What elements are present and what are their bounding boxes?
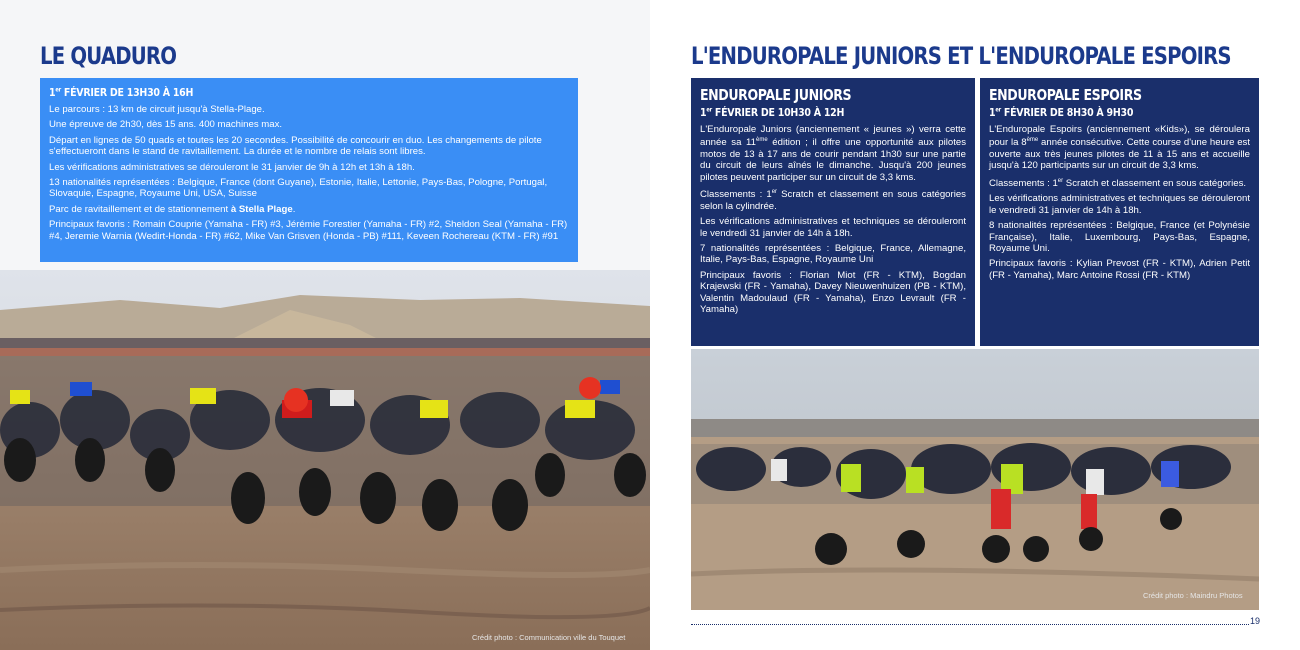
espoirs-paragraph: 8 nationalités représentées : Belgique, France (et Polynésie Française), Italie, Luxembourg, Pays-Bas, Espagne, Royaume Uni. [989, 220, 1250, 255]
footer-divider [691, 624, 1249, 625]
page-number: 19 [1249, 616, 1260, 626]
juniors-paragraph: Classements : 1er Scratch et classement en sous catégories selon la cylindrée. [700, 189, 966, 212]
quaduro-parc-paragraph: Parc de ravitaillement et de stationnement à Stella Plage. [49, 203, 296, 215]
juniors-info-box [691, 78, 975, 346]
espoirs-date: 1er FÉVRIER DE 8H30 À 9H30 [989, 106, 1134, 119]
photo-credit-left: Crédit photo : Communication ville du Touquet [472, 633, 626, 642]
quaduro-favoris: Principaux favoris : Romain Couprie (Yamaha - FR) #3, Jérémie Forestier (Yamaha - FR) #2, Sheldon Seal (Yamaha - FR) #4, Jeremie Warnia (Wedirt-Honda - FR) #62, Mike Van Grisven (Honda - PB) #111, Keveen Rochereau (KTM - FR) #91 [49, 219, 568, 242]
quaduro-paragraph: Départ en lignes de 50 quads et toutes les 20 secondes. Possibilité de concourir en duo. Les changements de pilote s'effectueront dans le stand de ravitaillement. La durée et le nombre de relais sont libres. [49, 134, 542, 158]
right-page [650, 0, 1300, 650]
juniors-paragraph: L'Enduropale Juniors (anciennement « jeunes ») verra cette année sa 11ème édition ; il offre une opportunité aux pilotes motos de 13 à 17 ans de courir pendant 1h30 sur une partie du circuit de leurs aînés le dimanche. Jusqu'à 200 jeunes pilotes peuvent participer sur un circuit de 3,3 kms. [700, 124, 966, 183]
quaduro-paragraph: Les vérifications administratives se dérouleront le 31 janvier de 9h à 12h et 13h à 18h. [49, 161, 415, 173]
quaduro-paragraph: Une épreuve de 2h30, dès 15 ans. 400 machines max. [49, 119, 283, 131]
quaduro-info-box [40, 78, 578, 262]
espoirs-paragraph: Classements : 1er Scratch et classement en sous catégories. [989, 177, 1247, 189]
page-title-enduropale: L'ENDUROPALE JUNIORS ET L'ENDUROPALE ESPOIRS [691, 42, 1231, 70]
quaduro-paragraph: Le parcours : 13 km de circuit jusqu'à Stella-Plage. [49, 104, 265, 115]
motocross-race-photo [691, 349, 1259, 610]
espoirs-paragraph: L'Enduropale Espoirs (anciennement «Kids»), se déroulera pour la 8ème année consécutive. Cette course d'une heure est ouverte aux très jeunes pilotes de 11 à 15 ans et accueille jusqu'à 120 participants sur un circuit de 3,3 kms. [989, 124, 1250, 172]
quaduro-paragraph: 13 nationalités représentées : Belgique, France (dont Guyane), Estonie, Italie, Lettonie, Pays-Bas, Pologne, Portugal, Slovaquie, Espagne, Royaume Uni, USA, Suisse [49, 177, 548, 200]
juniors-date: 1er FÉVRIER DE 10H30 À 12H [700, 106, 845, 119]
quad-race-photo [0, 270, 650, 650]
juniors-paragraph: Principaux favoris : Florian Miot (FR - KTM), Bogdan Krajewski (FR - Yamaha), Davey Nieuwenhuizen (PB - KTM), Valentin Madoulaud (FR - Yamaha), Enzo Levrault (FR - Yamaha) [700, 269, 966, 316]
espoirs-paragraph: Principaux favoris : Kylian Prevost (FR - KTM), Adrien Petit (FR - Yamaha), Marc Antoine Rossi (FR - KTM) [989, 258, 1250, 281]
page-title-quaduro: LE QUADURO [40, 42, 177, 70]
juniors-paragraph: Les vérifications administratives et techniques se dérouleront le vendredi 31 janvier de 14h à 18h. [700, 216, 966, 239]
espoirs-heading: ENDUROPALE ESPOIRS [989, 86, 1142, 104]
juniors-heading: ENDUROPALE JUNIORS [700, 86, 852, 104]
quaduro-date: 1er FÉVRIER DE 13H30 À 16H [49, 86, 194, 99]
photo-credit-right: Crédit photo : Maindru Photos [1143, 591, 1243, 600]
espoirs-info-box [980, 78, 1259, 346]
juniors-paragraph: 7 nationalités représentées : Belgique, France, Allemagne, Italie, Pays-Bas, Espagne, Royaume Uni [700, 243, 966, 266]
espoirs-paragraph: Les vérifications administratives et techniques se dérouleront le vendredi 31 janvier de 14h à 18h. [989, 193, 1250, 216]
